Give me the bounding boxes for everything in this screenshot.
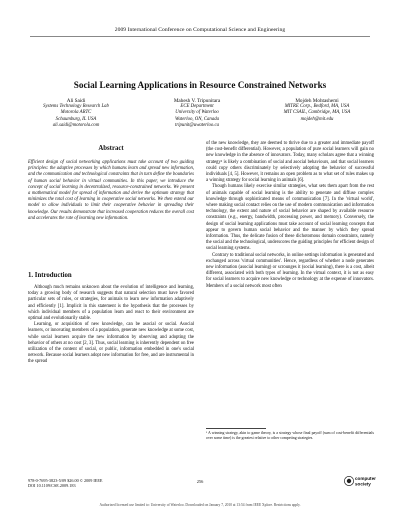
computer-society-logo <box>344 474 376 488</box>
body-paragraph: of the new knowledge, they are deemed to thrive due to a greater and immediate payoff (the cost-benefit differential). However, a population of pure social learners will gain no new knowledge in the absence of innovators. Today, many scholars agree that a winning strategy¹ is likely a combination of social and asocial behaviours, and that social learners could copy others discriminately by selectively adopting the behavior of successful individuals [4, 5]. However, it remains an open problem as to what set of rules makes up a winning strategy for social learning in animals [6]. <box>206 141 374 184</box>
author-affiliation: Systems Technology Research Lab <box>43 104 109 110</box>
author-affiliation: University of Waterloo <box>175 110 219 116</box>
author-email: mojdeh@mit.edu <box>300 116 334 122</box>
author-affiliation: ECE Department <box>180 104 214 110</box>
abstract-heading: Abstract <box>98 145 124 152</box>
footnote-rule <box>206 428 266 429</box>
page-number: 256 <box>196 479 204 484</box>
intro-paragraph: Learning, or acquisition of new knowledge, can be asocial or social. Asocial learners, or innovating members of a population, generate new knowledge at some cost, while social learners acquire the new information by observing and adopting the behavior of others at no cost [2, 3]. Thus, social learning is inherently dependent on free utilization of the content of social, or public, information embedded in one's social network. Because social learners adopt new information for free, and are instrumental in the spread <box>28 322 194 365</box>
author-block-1 <box>16 98 136 129</box>
author-email: tripunit@uwaterloo.ca <box>175 122 219 128</box>
intro-paragraph: Although much remains unknown about the evolution of intelligence and learning, today a growing body of research suggests that natural selection must have favored particular sets of rules, or strategies, for animals to learn new information adaptively and efficiently [1]. Implicit in this statement is the hypothesis that the processes by which individual members of a population learn and react to their environment are optimal and evolutionarily stable. <box>28 285 194 322</box>
author-location: Waterloo, ON, Canada <box>174 116 220 122</box>
author-email: ali.saidi@motorola.com <box>52 122 100 128</box>
author-affiliation: MITRE Corp., Bedford, MA, USA <box>284 104 350 110</box>
author-name: Ali Saidi <box>66 98 86 104</box>
footnote: ¹ A winning strategy, akin to game theory, is a strategy whose final payoff (sum of cost-benefit differentials over some time) is the greatest relative to other competing strategies. <box>206 431 374 440</box>
abstract-text: Efficient design of social networking applications must take account of two guiding principles: the adaptive processes by which humans learn and spread new information, and the communication and technological constraints that in turn define the boundaries of human social behavior in virtual communities. In this paper, we introduce the concept of social learning in decentralized, resource-constrained networks. We present a mathematical model for spread of information and derive the optimum strategy that minimizes the total cost of learning in cooperative social networks. We then extend our model to allow individuals to limit their cooperative behavior in spreading their knowledge. Our results demonstrate that increased cooperation reduces the overall cost and accelerates the rate of learning new information. <box>28 160 194 221</box>
author-name: Mojdeh Mohtashemi <box>295 98 339 104</box>
paper-title: Social Learning Applications in Resource Constrained Networks <box>73 80 327 90</box>
author-block-2 <box>139 98 255 129</box>
doi-line: DOI 10.1109/CSE.2009.183 <box>28 483 76 489</box>
author-location: Schaumburg, IL USA <box>55 116 97 122</box>
introduction-body <box>28 285 194 366</box>
author-affiliation: MIT CSAIL, Cambridge, MA, USA <box>283 110 351 116</box>
body-paragraph: Though humans likely exercise similar strategies, what sets them apart from the rest of animals capable of social learning is the ability to generate and diffuse complex knowledge through sophisticated means of communication [7]. In the 'virtual world', where making social contact relies on the use of modern communication and information technology, the extent and nature of social behavior are shaped by available resource constraints (e.g., energy, bandwidth, processing power, and memory). Conversely, the design of social learning applications must take account of social learning concepts that appear to govern human social behavior and the manner by which they spread information. Thus, the delicate fusion of these dichotomous domain constraints, namely the social and the technological, underscores the guiding principles for efficient design of social learning systems. <box>206 184 374 252</box>
conference-header: 2009 International Conference on Computational Science and Engineering <box>114 27 286 33</box>
author-block-3 <box>256 98 378 123</box>
isbn-line: 978-0-7695-3823-5/09 $26.00 © 2009 IEEE <box>28 478 103 483</box>
author-name: Mahesh V. Tripunitara <box>173 98 221 104</box>
logo-text: society <box>355 481 371 487</box>
author-affiliation: Motorola ARTC <box>60 110 92 116</box>
right-column-body <box>206 141 374 290</box>
body-paragraph: Contrary to traditional social networks, in online settings information is generated and exchanged across 'virtual communities'. Hence, regardless of whether a node generates new information (asocial learning) or scrounges it (social learning), there is a cost, albeit different, associated with both types of learning. In the virtual context, it is not as easy for social learners to acquire new knowledge or technology at the expense of innovators. Members of a social network most often <box>206 252 374 289</box>
logo-text: computer <box>355 476 376 481</box>
header-rule <box>30 36 370 37</box>
introduction-heading: 1. Introduction <box>28 272 72 279</box>
authorized-use-footer: Authorized licensed use limited to: University of Waterloo. Downloaded on January 7, 2010 at 13:54 from IEEE Xplore. Restrictions apply. <box>99 503 301 507</box>
